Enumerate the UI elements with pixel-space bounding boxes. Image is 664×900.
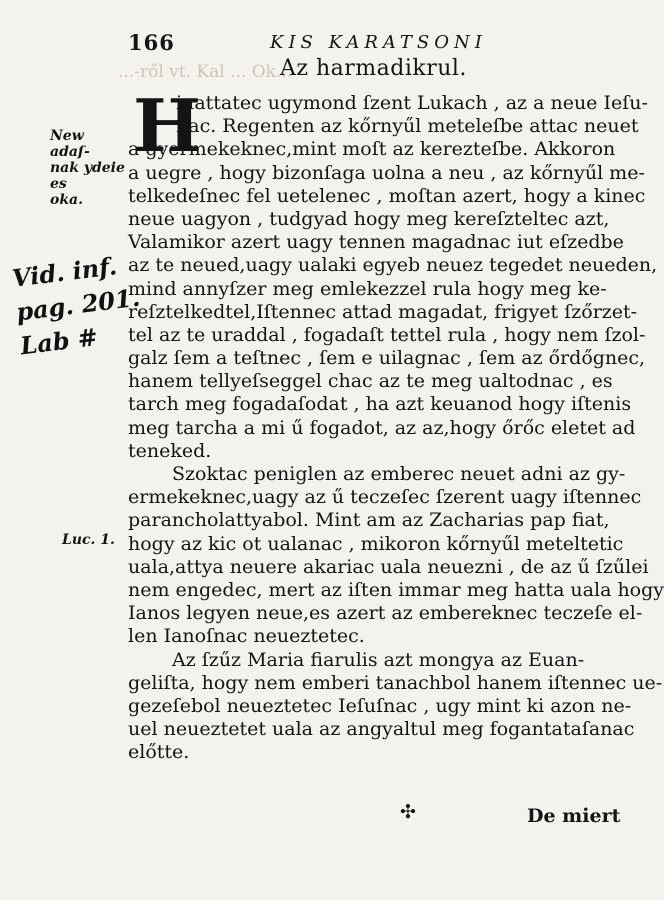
handwritten-line: pag. 201.: [14, 282, 142, 327]
text-line: reſztelkedtel,Iſtennec attad magadat, frigyet ſzőrzet-: [128, 300, 638, 323]
text-line: Ianos legyen neue,es azert az embereknec teczeſe el-: [128, 602, 643, 625]
catchword: De miert: [527, 805, 621, 827]
text-line: uala,attya neuere akariac uala neuezni , de az ű ſzűlei: [128, 555, 649, 578]
handwritten-line: Vid. inf.: [10, 251, 119, 293]
text-line: galz ſem a teſtnec , ſem e uilagnac , ſem az őrdőgnec,: [128, 347, 646, 370]
text-line: telkedeſnec fel uetelenec , moſtan azert, hogy a kinec: [128, 184, 646, 207]
text-line: nem engedec, mert az iſten immar meg hatta uala hogy: [128, 578, 664, 601]
margin-note-reference: Luc. 1.: [62, 532, 115, 548]
text-line: meg tarcha a mi ű fogadot, az az,hogy őrőc eletet ad: [128, 416, 636, 439]
text-line: teneked.: [128, 439, 212, 462]
text-line: hogy az kic ot ualanac , mikoron kőrnyűl meteltetic: [128, 532, 624, 555]
text-line: nac. Regenten az kőrnyűl meteleſbe attac neuet: [176, 115, 639, 138]
finis-ornament: ✣: [400, 801, 416, 823]
text-line: Az ſzűz Maria fiarulis azt mongya az Euan-: [172, 648, 585, 671]
text-line: ermekeknec,uagy az ű teczeſec ſzerent uagy iſtennec: [128, 486, 642, 509]
text-line: az te neued,uagy ualaki egyeb neuez tegedet neueden,: [128, 254, 658, 277]
text-line: a gyermekeknec,mint moſt az kerezteſbe. Akkoron: [128, 138, 616, 161]
text-line: Szoktac peniglen az emberec neuet adni az gy-: [172, 463, 626, 485]
handwritten-annotation: [10, 249, 142, 364]
text-line: uel neueztetet uala az angyaltul meg fogantataſanac: [128, 718, 635, 741]
margin-note-printed: New adaſ- nak ydeie es oka.: [50, 128, 125, 208]
body-text: [128, 83, 664, 764]
text-line: hanem tellyeſseggel chac az te meg ualtodnac , es: [128, 370, 613, 393]
text-line: neue uagyon , tudgyad hogy meg kereſzteltec azt,: [128, 207, 610, 230]
page-number: 166: [128, 30, 175, 55]
running-title: KIS KARATSONI: [270, 32, 487, 53]
chapter-title: Az harmadikrul.: [280, 56, 467, 81]
text-line: a uegre , hogy bizonſaga uolna a neu , az kőrnyűl me-: [128, 161, 645, 184]
text-line: mind annyſzer meg emlekezzel rula hogy meg ke-: [128, 277, 607, 300]
text-line: iuattatec ugymond ſzent Lukach , az a neue Ieſu-: [176, 92, 648, 114]
text-line: len Ianoſnac neueztetec.: [128, 625, 365, 648]
text-line: tarch meg fogadaſodat , ha azt keuanod hogy iſtenis: [128, 393, 632, 416]
show-through-text: ...-ről vt. Kal ... Ok...: [118, 62, 293, 82]
handwritten-line: Lab #: [18, 322, 100, 361]
text-line: parancholattyabol. Mint am az Zacharias pap fiat,: [128, 509, 610, 532]
text-line: gezeſebol neueztetec Ieſuſnac , ugy mint ki azon ne-: [128, 694, 632, 717]
drop-cap: H: [133, 83, 202, 168]
text-line: előtte.: [128, 741, 190, 764]
text-line: Valamikor azert uagy tennen magadnac iut eſzedbe: [128, 231, 624, 254]
running-header: [120, 24, 594, 58]
text-line: geliſta, hogy nem emberi tanachbol hanem iſtennec ue-: [128, 671, 663, 694]
text-line: tel az te uraddal , fogadaſt tettel rula , hogy nem ſzol-: [128, 323, 646, 346]
